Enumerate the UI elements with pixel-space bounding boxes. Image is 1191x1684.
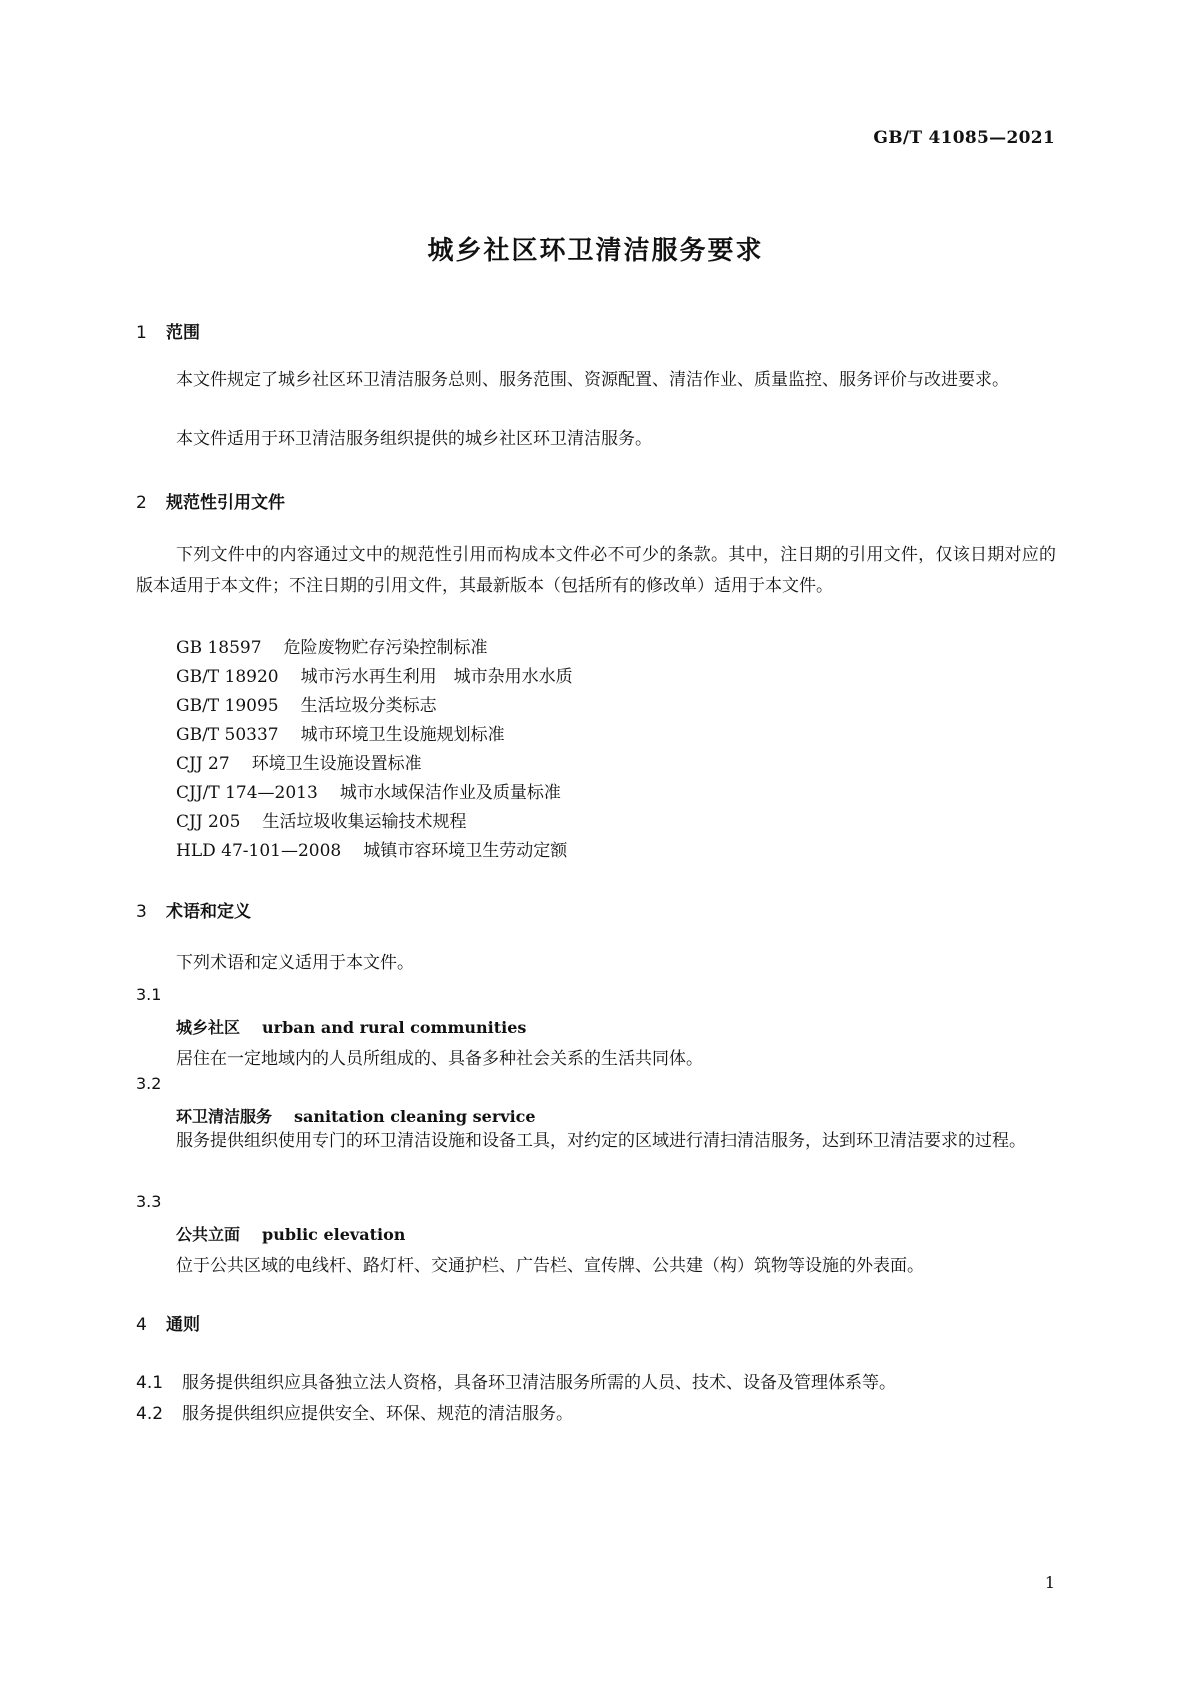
section-title: 通则 (166, 1315, 200, 1335)
section-title: 范围 (166, 323, 200, 343)
reference-code: GB/T 19095 (176, 696, 279, 716)
term-en: public elevation (262, 1225, 406, 1244)
term-number: 3.3 (136, 1192, 162, 1211)
reference-item (176, 691, 437, 716)
reference-title: 城镇市容环境卫生劳动定额 (363, 841, 568, 861)
reference-code: CJJ 27 (176, 754, 230, 774)
reference-code: CJJ 205 (176, 812, 241, 832)
standard-code: GB/T 41085—2021 (873, 128, 1055, 148)
document-title: 城乡社区环卫清洁服务要求 (427, 236, 764, 266)
clause-text: 服务提供组织应提供安全、环保、规范的清洁服务。 (182, 1404, 573, 1424)
clause (136, 1399, 573, 1424)
section-heading-4 (136, 1310, 200, 1335)
term-heading (176, 1104, 536, 1127)
reference-item (176, 807, 467, 832)
term-zh: 城乡社区 (176, 1018, 241, 1037)
section-heading-1 (136, 318, 200, 343)
reference-code: HLD 47-101—2008 (176, 841, 342, 861)
section-number: 1 (136, 323, 147, 343)
section-title: 规范性引用文件 (166, 493, 285, 513)
reference-title: 生活垃圾分类标志 (300, 696, 437, 716)
reference-item (176, 778, 561, 803)
term-en: urban and rural communities (262, 1018, 527, 1037)
reference-title: 生活垃圾收集运输技术规程 (262, 812, 467, 832)
term-zh: 公共立面 (176, 1225, 241, 1244)
term-zh: 环卫清洁服务 (176, 1107, 273, 1126)
reference-code: GB/T 18920 (176, 667, 279, 687)
term-heading (176, 1222, 405, 1245)
paragraph: 下列术语和定义适用于本文件。 (176, 953, 414, 973)
clause-number: 4.2 (136, 1404, 164, 1424)
clause-text: 服务提供组织应具备独立法人资格，具备环卫清洁服务所需的人员、技术、设备及管理体系等。 (182, 1373, 896, 1393)
term-en: sanitation cleaning service (294, 1107, 536, 1126)
page-number: 1 (1044, 1573, 1055, 1592)
paragraph: 下列文件中的内容通过文中的规范性引用而构成本文件必不可少的条款。其中，注日期的引用文件，仅该日期对应的版本适用于本文件；不注日期的引用文件，其最新版本（包括所有的修改单）适用于本文件。 (136, 545, 1056, 596)
section-number: 4 (136, 1315, 147, 1335)
term-number: 3.1 (136, 985, 162, 1004)
reference-item (176, 662, 573, 687)
section-title: 术语和定义 (166, 902, 251, 922)
term-definition: 位于公共区域的电线杆、路灯杆、交通护栏、广告栏、宣传牌、公共建（构）筑物等设施的外表面。 (176, 1256, 924, 1276)
clause-number: 4.1 (136, 1373, 164, 1393)
reference-code: GB 18597 (176, 638, 262, 658)
reference-title: 危险废物贮存污染控制标准 (283, 638, 488, 658)
reference-title: 城市水域保洁作业及质量标准 (339, 783, 561, 803)
reference-code: GB/T 50337 (176, 725, 279, 745)
reference-item (176, 633, 488, 658)
term-definition: 服务提供组织使用专门的环卫清洁设施和设备工具，对约定的区域进行清扫清洁服务，达到环卫清洁要求的过程。 (176, 1131, 1026, 1151)
reference-item (176, 836, 567, 861)
paragraph: 本文件适用于环卫清洁服务组织提供的城乡社区环卫清洁服务。 (176, 429, 652, 449)
section-number: 3 (136, 902, 147, 922)
term-number: 3.2 (136, 1074, 162, 1093)
term-heading (176, 1015, 526, 1038)
clause (136, 1368, 896, 1393)
reference-item (176, 749, 422, 774)
reference-item (176, 720, 505, 745)
section-heading-2 (136, 488, 285, 513)
reference-title: 城市污水再生利用 城市杂用水水质 (300, 667, 573, 687)
paragraph: 本文件规定了城乡社区环卫清洁服务总则、服务范围、资源配置、清洁作业、质量监控、服务评价与改进要求。 (176, 370, 1009, 390)
section-number: 2 (136, 493, 147, 513)
reference-code: CJJ/T 174—2013 (176, 783, 318, 803)
term-definition: 居住在一定地域内的人员所组成的、具备多种社会关系的生活共同体。 (176, 1049, 703, 1069)
section-heading-3 (136, 897, 251, 922)
reference-title: 城市环境卫生设施规划标准 (300, 725, 505, 745)
reference-title: 环境卫生设施设置标准 (251, 754, 422, 774)
